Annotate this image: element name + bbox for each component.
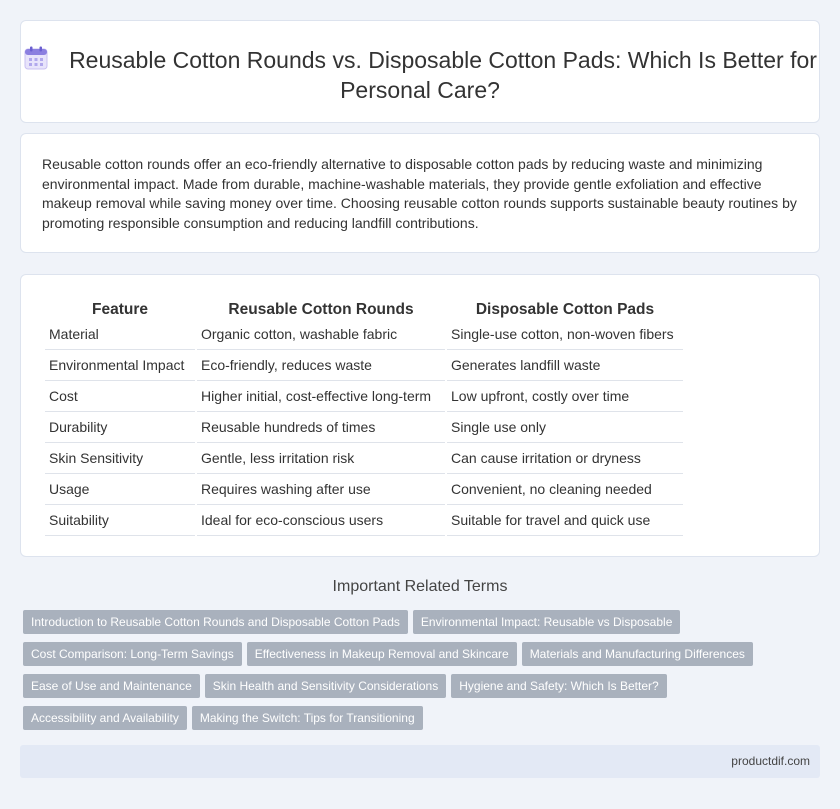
column-header-disposable: Disposable Cotton Pads — [475, 301, 655, 318]
column-header-feature: Feature — [92, 301, 148, 318]
table-row — [45, 443, 683, 474]
related-terms-tags — [23, 610, 783, 738]
table-cell: Generates landfill waste — [447, 350, 683, 381]
table-cell: Convenient, no cleaning needed — [447, 474, 683, 505]
table-row — [45, 505, 683, 536]
related-term-tag[interactable]: Environmental Impact: Reusable vs Disposable — [413, 610, 680, 634]
title-card — [20, 20, 820, 123]
column-header-reusable: Reusable Cotton Rounds — [228, 301, 414, 318]
table-cell: Gentle, less irritation risk — [197, 443, 445, 474]
related-term-tag[interactable]: Introduction to Reusable Cotton Rounds and Disposable Cotton Pads — [23, 610, 408, 634]
table-cell: Reusable hundreds of times — [197, 412, 445, 443]
related-term-tag[interactable]: Accessibility and Availability — [23, 706, 187, 730]
related-term-tag[interactable]: Hygiene and Safety: Which Is Better? — [451, 674, 666, 698]
table-cell: Higher initial, cost-effective long-term — [197, 381, 445, 412]
table-cell: Usage — [45, 474, 195, 505]
table-cell: Cost — [45, 381, 195, 412]
table-cell: Organic cotton, washable fabric — [197, 319, 445, 350]
page-title: Reusable Cotton Rounds vs. Disposable Cotton Pads: Which Is Better for Personal Care? — [69, 47, 817, 103]
related-term-tag[interactable]: Ease of Use and Maintenance — [23, 674, 200, 698]
table-cell: Suitable for travel and quick use — [447, 505, 683, 536]
table-row — [45, 381, 683, 412]
table-row — [45, 319, 683, 350]
table-row — [45, 350, 683, 381]
related-term-tag[interactable]: Making the Switch: Tips for Transitioning — [192, 706, 423, 730]
table-cell: Environmental Impact — [45, 350, 195, 381]
comparison-table — [43, 297, 685, 536]
intro-card — [20, 133, 820, 253]
related-term-tag[interactable]: Skin Health and Sensitivity Considerations — [205, 674, 446, 698]
table-cell: Ideal for eco-conscious users — [197, 505, 445, 536]
table-row — [45, 412, 683, 443]
table-cell: Low upfront, costly over time — [447, 381, 683, 412]
table-cell: Skin Sensitivity — [45, 443, 195, 474]
table-cell: Can cause irritation or dryness — [447, 443, 683, 474]
table-cell: Requires washing after use — [197, 474, 445, 505]
footer — [20, 745, 820, 778]
table-cell: Durability — [45, 412, 195, 443]
comparison-card — [20, 274, 820, 557]
table-row — [45, 474, 683, 505]
page-title-wrap — [21, 45, 819, 105]
footer-site-link[interactable]: productdif.com — [731, 754, 810, 768]
calendar-icon — [23, 45, 49, 71]
related-term-tag[interactable]: Effectiveness in Makeup Removal and Skincare — [247, 642, 517, 666]
table-cell: Eco-friendly, reduces waste — [197, 350, 445, 381]
table-cell: Suitability — [45, 505, 195, 536]
table-cell: Single-use cotton, non-woven fibers — [447, 319, 683, 350]
table-cell: Material — [45, 319, 195, 350]
related-term-tag[interactable]: Cost Comparison: Long-Term Savings — [23, 642, 242, 666]
related-term-tag[interactable]: Materials and Manufacturing Differences — [522, 642, 753, 666]
table-header-row — [45, 297, 683, 319]
related-terms-heading: Important Related Terms — [332, 578, 508, 595]
table-cell: Single use only — [447, 412, 683, 443]
intro-text: Reusable cotton rounds offer an eco-friendly alternative to disposable cotton pads by reducing waste and minimizing environmental impact. Made from durable, machine-washable materials, they provide gentle exfoliation and effective makeup removal while saving money over time. Choosing reusable cotton rounds supports sustainable beauty routines by promoting responsible consumption and reducing landfill contributions. — [42, 156, 797, 231]
